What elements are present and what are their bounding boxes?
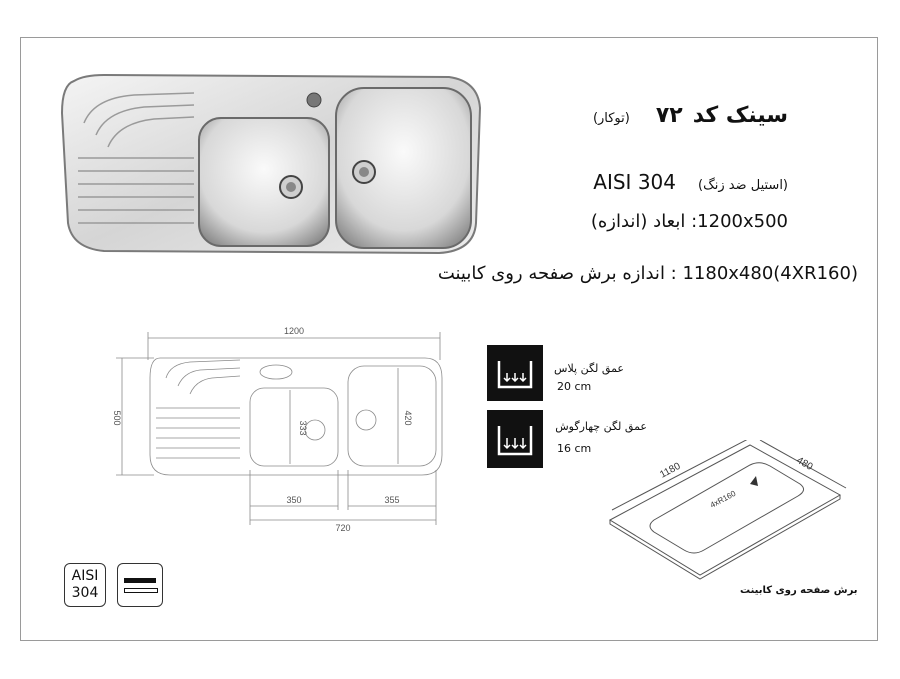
cutout-radius: 4xR160: [708, 488, 738, 510]
product-title: سینک کد: [692, 103, 788, 128]
bowl-depth-icon-square: [487, 410, 543, 468]
bowl-depth-icon: [487, 345, 543, 401]
depth-label-1: عمق لگن پلاس: [554, 362, 624, 375]
aisi-badge: [64, 563, 106, 607]
cutout-length: 1180: [658, 460, 683, 481]
product-subtitle: (توکار): [592, 111, 630, 126]
product-title-row: [593, 103, 788, 128]
thickness-icon: [117, 563, 163, 607]
dim-total-height: 500: [112, 410, 122, 426]
dim-left-bowl-width: 350: [286, 495, 302, 505]
depth-value-2: 16 cm: [557, 442, 592, 455]
aisi-badge-line2: 304: [71, 585, 99, 601]
cutout-diagram: [600, 440, 860, 590]
dim-total-width: 1200: [283, 326, 305, 336]
dim-bowls-total: 720: [335, 523, 351, 533]
thickness-bar-top: [124, 578, 156, 583]
sink-photo: [44, 63, 486, 262]
product-code: ۷۲: [655, 103, 683, 128]
cutout-width: 480: [794, 455, 815, 473]
material-description: (استیل ضد زنگ): [698, 178, 788, 193]
cutout-text: (1180x480(4XR160 : اندازه برش صفحه روی کابینت: [437, 263, 858, 284]
aisi-badge-line1: AISI: [71, 568, 99, 584]
dim-right-bowl-height: 420: [403, 410, 413, 426]
dim-left-bowl-height: 333: [298, 420, 308, 436]
material-grade: AISI 304: [593, 170, 676, 194]
thickness-bar-bottom: [124, 588, 158, 593]
depth-value-1: 20 cm: [557, 380, 592, 393]
technical-drawing: [100, 320, 460, 540]
material-row: [593, 170, 788, 194]
depth-label-2: عمق لگن چهارگوش: [555, 420, 647, 433]
dimensions-text: 1200x500: ابعاد (اندازه): [590, 211, 788, 232]
dim-right-bowl-width: 355: [384, 495, 400, 505]
cutout-caption: برش صفحه روی کابینت: [740, 585, 858, 596]
